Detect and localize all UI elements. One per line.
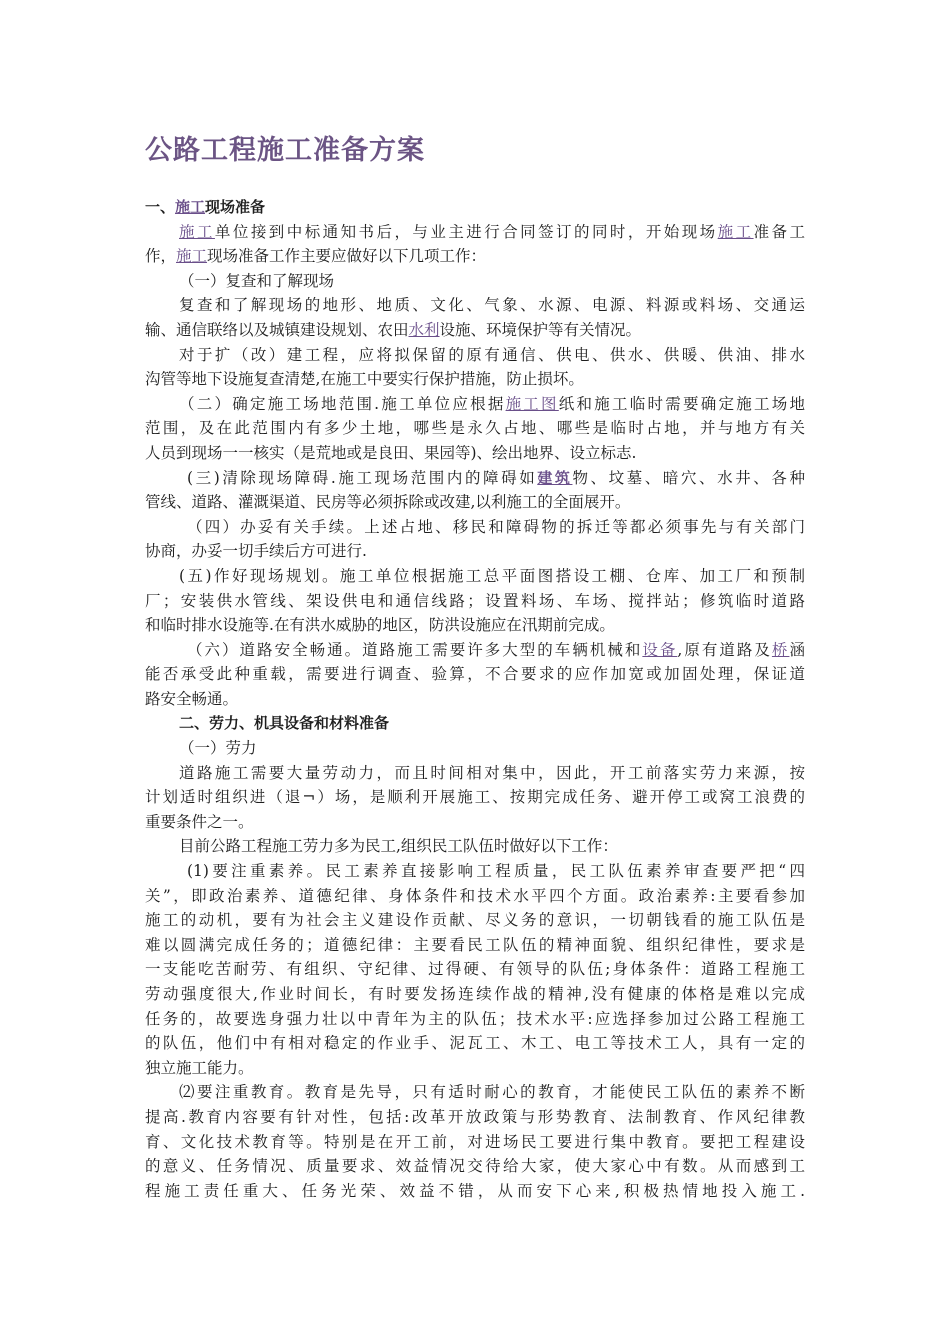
line-content: [187, 515, 805, 540]
line-content: [145, 493, 630, 511]
keyword-link[interactable]: 施工: [175, 198, 206, 216]
text-line: [145, 1105, 805, 1130]
section-heading-line: [145, 711, 805, 736]
text-line: [145, 539, 805, 564]
keyword-link[interactable]: 施工: [179, 222, 215, 241]
text-line: [145, 736, 805, 761]
text-span: (三)清除现场障碍.施工现场范围内的障碍如: [187, 468, 538, 487]
line-content: [145, 247, 486, 265]
text-line: [145, 662, 805, 687]
line-content: [145, 1007, 805, 1032]
line-content: [145, 1105, 805, 1130]
section-heading-line: [145, 195, 805, 220]
text-span: （二）确定施工场地范围.施工单位应根据: [179, 394, 506, 413]
text-span: 复查和了解现场的地形、地质、文化、气象、水源、电源、料源或料场、交通运: [179, 296, 805, 315]
line-content: [179, 714, 389, 732]
text-span: 任务的，故要选身强力壮以中青年为主的队伍；技术水平:应选择参加过公路工程施工: [145, 1009, 805, 1028]
text-line: [145, 220, 805, 245]
line-content: [145, 933, 805, 958]
line-content: [145, 1031, 805, 1056]
text-span: 育、文化技术教育等。特别是在开工前，对进场民工要进行集中教育。要把工程建设: [145, 1132, 805, 1151]
text-span: 关”，即政治素养、道德纪律、身体条件和技术水平四个方面。政治素养:主要看参加: [145, 886, 805, 905]
text-span: 和临时排水设施等.在有洪水威胁的地区，防洪设施应在汛期前完成。: [145, 616, 615, 635]
text-line: [145, 785, 805, 810]
line-content: [145, 370, 584, 388]
line-content: [179, 220, 805, 245]
keyword-link[interactable]: 建筑: [537, 468, 573, 487]
text-line: [145, 244, 805, 269]
line-content: [145, 690, 238, 708]
text-line: [145, 564, 805, 589]
text-line: [145, 834, 805, 859]
line-content: [145, 813, 254, 831]
text-line: [145, 466, 805, 491]
text-span: 作，: [145, 247, 177, 266]
text-line: [145, 859, 805, 884]
text-line: [145, 957, 805, 982]
line-content: [187, 466, 805, 491]
keyword-link[interactable]: 施工: [717, 222, 754, 241]
text-line: [145, 982, 805, 1007]
text-span: 的意义、任务情况、质量要求、效益情况交待给大家，使大家心中有数。从而感到工: [145, 1157, 805, 1176]
text-span: 一、: [145, 198, 176, 216]
text-line: [145, 884, 805, 909]
text-line: [145, 1056, 805, 1081]
text-line: [145, 441, 805, 466]
text-span: （四）办妥有关手续。上述占地、移民和障碍物的拆迁等都必须事先与有关部门: [187, 517, 805, 536]
line-content: [179, 761, 805, 786]
text-line: [145, 613, 805, 638]
line-content: [145, 198, 265, 216]
text-span: (1)要注重素养。民工素养直接影响工程质量，民工队伍素养审查要严把“四: [187, 862, 805, 881]
keyword-link[interactable]: 施工图: [505, 394, 559, 413]
line-content: [145, 321, 641, 339]
line-content: [145, 982, 805, 1007]
text-line: [145, 1179, 805, 1204]
line-content: [145, 616, 615, 634]
line-content: [145, 416, 805, 441]
text-line: [145, 392, 805, 417]
keyword-link[interactable]: 设备: [642, 640, 678, 659]
text-line: [145, 293, 805, 318]
text-span: 单位接到中标通知书后，与业主进行合同签订的同时，开始现场: [214, 222, 718, 241]
text-line: [145, 908, 805, 933]
text-line: [145, 1154, 805, 1179]
text-line: [145, 1130, 805, 1155]
text-span: 程施工责任重大、任务光荣、效益不错，从而安下心来,积极热情地投入施工.: [145, 1181, 805, 1200]
text-span: 提高.教育内容要有针对性，包括:改革开放政策与形势教育、法制教育、作风纪律教: [145, 1107, 805, 1126]
line-content: [145, 957, 805, 982]
keyword-link[interactable]: 施工: [176, 247, 208, 266]
text-span: 人员到现场一一核实（是荒地或是良田、果园等)、绘出地界、设立标志.: [145, 443, 637, 462]
line-content: [145, 1154, 805, 1179]
text-line: [145, 687, 805, 712]
text-span: 劳动强度很大,作业时间长，有时要发扬连续作战的精神,没有健康的体格是难以完成: [145, 985, 805, 1003]
text-span: 重要条件之一。: [145, 812, 254, 831]
line-content: [145, 908, 805, 933]
text-line: [145, 638, 805, 663]
text-span: 现场准备工作主要应做好以下几项工作：: [207, 247, 487, 266]
line-content: [179, 392, 805, 417]
text-line: [145, 1007, 805, 1032]
text-line: [145, 933, 805, 958]
text-span: ⑵要注重教育。教育是先导，只有适时耐心的教育，才能使民工队伍的素养不断: [179, 1083, 805, 1102]
line-content: [145, 884, 805, 909]
document-title: 公路工程施工准备方案: [145, 135, 425, 166]
text-span: 协商，办妥一切手续后方可进行.: [145, 542, 367, 561]
text-span: 路安全畅通。: [145, 689, 239, 708]
text-span: 能否承受此种重载，需要进行调查、验算，不合要求的应作加宽或加固处理，保证道: [145, 665, 805, 684]
text-span: 涵: [789, 640, 805, 659]
line-content: [187, 859, 805, 884]
text-span: 对于扩（改）建工程，应将拟保留的原有通信、供电、供水、供暖、供油、排水: [179, 345, 805, 364]
line-content: [179, 837, 618, 855]
document-body: [145, 195, 805, 1203]
line-content: [145, 444, 636, 462]
text-line: [145, 367, 805, 392]
text-span: （六）道路安全畅通。道路施工需要许多大型的车辆机械和: [187, 640, 643, 659]
text-line: [145, 515, 805, 540]
text-span: （一）复查和了解现场: [179, 271, 335, 290]
text-span: 二、劳力、机具设备和材料准备: [179, 714, 390, 733]
text-span: 沟管等地下设施复查清楚,在施工中要实行保护措施，防止损坏。: [145, 370, 584, 389]
line-content: [179, 293, 805, 318]
text-span: (五)作好现场规划。施工单位根据施工总平面图搭设工棚、仓库、加工厂和预制: [179, 566, 805, 585]
text-span: 独立施工能力。: [145, 1058, 254, 1077]
text-span: 输、通信联络以及城镇建设规划、农田: [145, 320, 409, 339]
text-line: [145, 1031, 805, 1056]
text-span: 厂；安装供水管线、架设供电和通信线路；设置料场、车场、搅拌站；修筑临时道路: [145, 591, 805, 610]
text-line: [145, 589, 805, 614]
line-content: [179, 272, 334, 290]
line-content: [187, 638, 805, 663]
text-span: 现场准备: [205, 198, 266, 216]
line-content: [145, 662, 805, 687]
keyword-link[interactable]: 水利: [408, 320, 440, 339]
text-line: [145, 490, 805, 515]
text-span: 道路施工需要大量劳动力，而且时间相对集中，因此，开工前落实劳力来源，按: [179, 763, 805, 782]
text-line: [145, 761, 805, 786]
text-span: 纸和施工临时需要确定施工场地: [558, 394, 805, 413]
line-content: [145, 589, 805, 614]
text-span: 的队伍，他们中有相对稳定的作业手、泥瓦工、木工、电工等技术工人，具有一定的: [145, 1034, 805, 1053]
line-content: [179, 1080, 805, 1105]
text-span: 施工的动机，要有为社会主义建设作贡献、尽义务的意识，一切朝钱看的施工队伍是: [145, 911, 805, 930]
line-content: [145, 785, 805, 810]
text-span: ,原有道路及: [677, 640, 772, 659]
text-line: [145, 343, 805, 368]
text-span: 一支能吃苦耐劳、有组织、守纪律、过得硬、有领导的队伍;身体条件：道路工程施工: [145, 960, 805, 979]
text-span: （一）劳力: [179, 739, 257, 758]
text-span: 目前公路工程施工劳力多为民工,组织民工队伍时做好以下工作：: [179, 837, 618, 856]
text-span: 设施、环境保护等有关情况。: [439, 320, 642, 339]
line-content: [145, 542, 367, 560]
text-span: 范围，及在此范围内有多少土地，哪些是永久占地、哪些是临时占地，并与地方有关: [145, 419, 805, 438]
text-span: 难以圆满完成任务的；道德纪律：主要看民工队伍的精神面貌、组织纪律性，要求是: [145, 935, 805, 954]
text-span: 管线、道路、灌溉渠道、民房等必须拆除或改建,以利施工的全面展开。: [145, 493, 631, 512]
text-line: [145, 269, 805, 294]
text-line: [145, 810, 805, 835]
text-line: [145, 318, 805, 343]
text-line: [145, 416, 805, 441]
line-content: [145, 1059, 254, 1077]
line-content: [145, 1179, 805, 1204]
text-span: 计划适时组织进（退¬）场，是顺利开展施工、按期完成任务、避开停工或窝工浪费的: [145, 788, 805, 807]
keyword-link[interactable]: 桥: [771, 640, 790, 659]
text-span: 物、坟墓、暗穴、水井、各种: [572, 468, 805, 487]
line-content: [179, 343, 805, 368]
line-content: [179, 739, 257, 757]
text-line: [145, 1080, 805, 1105]
text-span: 准备工: [753, 222, 805, 241]
line-content: [179, 564, 805, 589]
line-content: [145, 1130, 805, 1155]
